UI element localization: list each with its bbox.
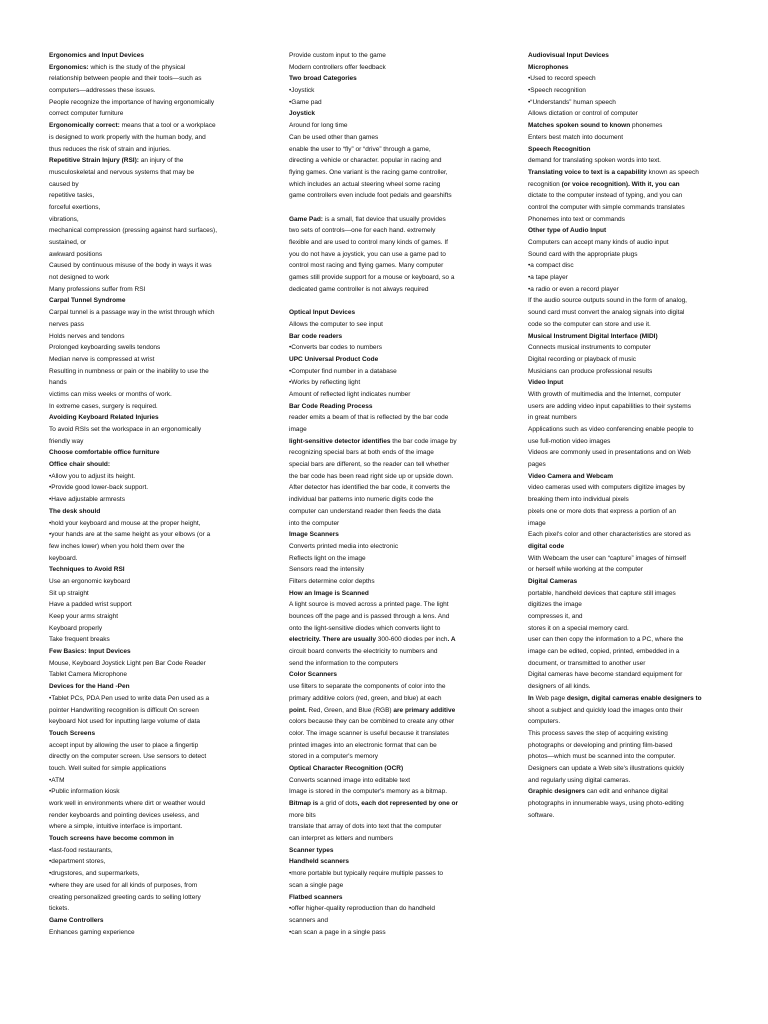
- line-text: which is the study of the physical: [88, 63, 186, 71]
- text-line: sound card must convert the analog signals into digital: [528, 309, 685, 317]
- text-line: photos—which must be scanned into the computer.: [528, 753, 676, 761]
- bold-term: Matches spoken sound to known: [528, 122, 633, 130]
- line-text: 300-600 diodes per inch: [377, 636, 448, 644]
- section-heading: Touch Screens: [49, 729, 96, 737]
- text-line: •Game pad: [289, 98, 322, 106]
- text-line: [289, 436, 511, 448]
- text-line: [289, 214, 511, 226]
- text-line: •offer higher-quality reproduction than do handheld: [289, 905, 435, 913]
- line-text: means that a tool or a workplace: [119, 122, 216, 130]
- text-line: Resulting in numbness or pain or the inability to use the: [49, 367, 209, 375]
- text-line: In extreme cases, surgery is required.: [49, 402, 158, 410]
- line-text: can edit and enhance digital: [585, 788, 668, 796]
- text-line: sustained, or: [49, 239, 87, 246]
- paragraph-gap: [289, 295, 511, 307]
- section-heading: Handheld scanners: [289, 858, 349, 866]
- text-line: •fast-food restaurants,: [49, 846, 113, 854]
- line-text: an injury of the: [138, 157, 184, 165]
- text-line: •more portable but typically require multiple passes to: [289, 870, 444, 878]
- text-line: Prolonged keyboarding swells tendons: [49, 344, 161, 352]
- text-line: Sit up straight: [49, 589, 89, 597]
- text-line: more bits: [289, 811, 316, 819]
- text-line: •Works by reflecting light: [289, 379, 361, 387]
- section-heading: Digital Cameras: [528, 577, 578, 585]
- text-line: friendly way: [49, 437, 84, 445]
- bold-term: In: [528, 694, 536, 702]
- text-line: repetitive tasks,: [49, 192, 95, 200]
- text-line: designers of all kinds.: [528, 683, 591, 691]
- text-line: Keyboard properly: [49, 624, 103, 632]
- text-line: stored in a computer's memory: [289, 753, 379, 761]
- section-heading: Speech Recognition: [528, 145, 591, 153]
- text-line: tickets.: [49, 905, 70, 913]
- section-heading: Bar Code Reading Process: [289, 402, 373, 410]
- text-line: [49, 155, 271, 167]
- text-line: Median nerve is compressed at wrist: [49, 355, 155, 363]
- text-line: shoot a subject and quickly load the images onto their: [528, 706, 683, 714]
- text-line: game controllers even include foot pedals and gearshifts: [289, 192, 452, 200]
- text-line: vibrations,: [49, 215, 79, 223]
- text-line: Amount of reflected light indicates number: [289, 390, 411, 398]
- text-line: To avoid RSIs set the workspace in an ergonomically: [49, 426, 202, 433]
- text-line: Carpal tunnel is a passage way in the wrist through which: [49, 309, 215, 317]
- section-heading: How an Image is Scanned: [289, 589, 369, 597]
- text-line: victims can miss weeks or months of work.: [49, 390, 172, 398]
- text-line: control most racing and flying games. Many computer: [289, 262, 444, 270]
- text-line: Converts scanned image into editable text: [289, 776, 411, 784]
- text-line: •Used to record speech: [528, 75, 596, 83]
- text-line: This process saves the step of acquiring existing: [528, 729, 668, 737]
- text-line: Image is stored in the computer's memory as a bitmap.: [289, 788, 448, 796]
- bold-term: Game Pad:: [289, 215, 323, 223]
- text-line: Use an ergonomic keyboard: [49, 577, 131, 585]
- text-line: [49, 120, 271, 132]
- text-line: Applications such as video conferencing enable people to: [528, 426, 694, 433]
- text-line: Each pixel's color and other characteristics are stored as: [528, 531, 691, 539]
- line-text: is a small, flat device that usually provides: [322, 215, 446, 223]
- text-line: image: [289, 426, 307, 433]
- text-line: thus reduces the risk of strain and injuries.: [49, 145, 171, 153]
- text-line: [528, 786, 750, 798]
- text-line: keyboard.: [49, 554, 78, 562]
- text-line: •drugstores, and supermarkets,: [49, 870, 140, 878]
- line-text: the bar code image by: [390, 437, 457, 445]
- line-text: a grid of dots: [320, 800, 358, 807]
- text-line: the bar code has been read right side up or upside down.: [289, 472, 454, 480]
- text-line: nerves pass: [49, 320, 85, 328]
- bold-term: Translating voice to text is a capability: [528, 168, 649, 176]
- text-line: If the audio source outputs sound in the form of analog,: [528, 297, 687, 305]
- line-text: phonemes: [632, 122, 663, 130]
- text-line: mechanical compression (pressing against hard surfaces),: [49, 227, 217, 235]
- text-line: work well in environments where dirt or weather would: [49, 800, 206, 807]
- text-line: scan a single page: [289, 881, 344, 889]
- text-line: Enhances gaming experience: [49, 928, 135, 936]
- bold-term: Graphic designers: [528, 788, 586, 796]
- text-line: •Computer find number in a database: [289, 367, 397, 375]
- text-line: onto the light-sensitive diodes which converts light to: [289, 624, 441, 632]
- column-left: [49, 50, 271, 938]
- text-line: After detector has identified the bar code, it converts the: [289, 484, 451, 492]
- text-line: People recognize the importance of having ergonomically: [49, 98, 215, 106]
- text-line: Provide custom input to the game: [289, 52, 386, 59]
- text-line: demand for translating spoken words into text.: [528, 157, 661, 165]
- section-heading: Two broad Categories: [289, 75, 357, 83]
- line-text: recognition: [528, 180, 560, 188]
- text-line: •Public information kiosk: [49, 788, 120, 796]
- section-heading: Other type of Audio Input: [528, 227, 607, 235]
- text-line: Have a padded wrist support: [49, 601, 132, 609]
- bold-term: light-sensitive detector identifies: [289, 437, 391, 445]
- column-right: [528, 50, 750, 821]
- text-line: keyboard Not used for inputting large volume of data: [49, 718, 201, 726]
- text-line: individual bar patterns into numeric digits code the: [289, 496, 434, 504]
- text-line: •a compact disc: [528, 262, 574, 270]
- text-line: or herself while working at the computer: [528, 566, 643, 574]
- bold-term: point.: [289, 706, 309, 714]
- text-line: directly on the computer screen. Use sensors to detect: [49, 753, 207, 761]
- text-line: video cameras used with computers digitize images by: [528, 484, 686, 492]
- section-heading: Video Input: [528, 379, 564, 387]
- section-heading: Avoiding Keyboard Related Injuries: [49, 414, 159, 422]
- text-line: image can be edited, copied, printed, embedded in a: [528, 648, 680, 656]
- text-line: A light source is moved across a printed page. The light: [289, 601, 449, 609]
- text-line: With Webcam the user can “capture” images of himself: [528, 554, 687, 562]
- text-line: bounces off the page and is passed through a lens. And: [289, 613, 450, 620]
- text-line: forceful exertions,: [49, 203, 101, 211]
- text-line: •Provide good lower-back support.: [49, 484, 149, 492]
- text-line: creating personalized greeting cards to selling lottery: [49, 893, 201, 901]
- text-line: [289, 634, 511, 646]
- text-line: not designed to work: [49, 274, 109, 282]
- section-heading: UPC Universal Product Code: [289, 355, 379, 363]
- section-heading: Optical Character Recognition (OCR): [289, 764, 404, 772]
- text-line: document, or transmitted to another user: [528, 659, 646, 667]
- text-line: Computers can accept many kinds of audio input: [528, 239, 669, 246]
- text-line: awkward positions: [49, 250, 103, 258]
- text-line: •Joystick: [289, 87, 315, 95]
- text-line: [528, 120, 750, 132]
- section-heading: Image Scanners: [289, 531, 339, 539]
- text-line: flying games. One variant is the racing game controller,: [289, 168, 448, 176]
- text-line: Reflects light on the image: [289, 554, 366, 562]
- text-line: •your hands are at the same height as your elbows (or a: [49, 531, 211, 539]
- text-line: •ATM: [49, 776, 65, 784]
- section-heading: Few Basics: Input Devices: [49, 648, 131, 656]
- text-line: Take frequent breaks: [49, 636, 110, 644]
- section-heading: Game Controllers: [49, 916, 104, 924]
- bold-term: design, digital cameras enable designers to: [565, 694, 702, 702]
- text-line: color. The image scanner is useful because it translates: [289, 729, 449, 737]
- section-heading: Scanner types: [289, 846, 334, 854]
- bold-term: . A: [447, 636, 456, 644]
- text-line: pages: [528, 461, 546, 469]
- text-line: computers.: [528, 718, 561, 726]
- text-line: enable the user to “fly” or “drive” through a game,: [289, 145, 431, 153]
- text-line: •department stores,: [49, 858, 106, 866]
- text-line: use filters to separate the components of color into the: [289, 683, 446, 691]
- text-line: digitizes the image: [528, 601, 582, 609]
- text-line: Keep your arms straight: [49, 613, 119, 620]
- bold-term: Bitmap is: [289, 800, 321, 807]
- text-line: Phonemes into text or commands: [528, 215, 625, 223]
- text-line: special bars are different, so the reader can tell whether: [289, 461, 450, 469]
- text-line: computer can understand reader then feeds the data: [289, 507, 441, 515]
- text-line: Sound card with the appropriate plugs: [528, 250, 638, 258]
- text-line: •Speech recognition: [528, 87, 586, 95]
- text-line: [528, 167, 750, 179]
- text-line: pointer Handwriting recognition is difficult On screen: [49, 706, 199, 714]
- text-line: directing a vehicle or character. popular in racing and: [289, 157, 442, 165]
- text-line: user can then copy the information to a PC, where the: [528, 636, 684, 644]
- text-line: colors because they can be combined to create any other: [289, 718, 455, 726]
- text-line: two sets of controls—one for each hand. extremely: [289, 227, 436, 235]
- text-line: software.: [528, 811, 555, 819]
- section-heading: Bar code readers: [289, 332, 343, 340]
- text-line: relationship between people and their tools—such as: [49, 75, 202, 83]
- text-line: image: [528, 519, 546, 527]
- text-line: pixels one or more dots that express a portion of an: [528, 507, 677, 515]
- section-heading: Video Camera and Webcam: [528, 472, 614, 480]
- text-line: dedicated game controller is not always required: [289, 285, 429, 293]
- bold-term: Ergonomically correct:: [49, 122, 120, 130]
- paragraph-gap: [289, 202, 511, 214]
- text-line: •where they are used for all kinds of purposes, from: [49, 881, 198, 889]
- text-line: caused by: [49, 180, 79, 188]
- text-line: Around for long time: [289, 122, 348, 130]
- line-text: known as speech: [648, 168, 699, 176]
- text-line: [289, 705, 511, 717]
- text-line: primary additive colors (red, green, and blue) at each: [289, 694, 442, 702]
- text-line: use full-motion video images: [528, 437, 611, 445]
- text-line: Caused by continuous misuse of the body in ways it was: [49, 262, 212, 270]
- text-line: •a radio or even a record player: [528, 285, 619, 293]
- text-line: Many professions suffer from RSI: [49, 285, 146, 293]
- bold-term: Repetitive Strain Injury (RSI):: [49, 157, 139, 165]
- text-line: [528, 693, 750, 705]
- bold-term: are primary additive: [391, 706, 456, 714]
- text-line: is designed to work properly with the human body, and: [49, 133, 206, 141]
- text-line: scanners and: [289, 916, 329, 924]
- text-line: Tablet Camera Microphone: [49, 671, 128, 679]
- bold-term: , each dot represented by one or: [357, 800, 459, 807]
- text-line: translate that array of dots into text that the computer: [289, 823, 442, 831]
- text-line: where a simple, intuitive interface is important.: [49, 823, 183, 831]
- text-line: circuit board converts the electricity to numbers and: [289, 648, 438, 656]
- text-line: photographs or developing and printing film-based: [528, 741, 673, 749]
- section-heading: Carpal Tunnel Syndrome: [49, 297, 126, 305]
- bold-term: Ergonomics:: [49, 63, 89, 71]
- section-heading: Techniques to Avoid RSI: [49, 566, 125, 574]
- text-line: Can be used other than games: [289, 133, 379, 141]
- text-line: computers—addresses these issues.: [49, 87, 156, 95]
- text-line: •a tape player: [528, 274, 568, 282]
- text-line: few inches lower) when you hold them over the: [49, 542, 185, 550]
- text-line: Modern controllers offer feedback: [289, 63, 386, 71]
- text-line: [49, 62, 271, 74]
- text-line: •can scan a page in a single pass: [289, 928, 386, 936]
- text-line: correct computer furniture: [49, 110, 124, 118]
- text-line: Allows the computer to see input: [289, 320, 383, 328]
- section-heading: Ergonomics and Input Devices: [49, 52, 144, 59]
- section-heading: Microphones: [528, 63, 569, 71]
- text-line: •Converts bar codes to numbers: [289, 344, 382, 352]
- section-heading: Devices for the Hand -Pen: [49, 683, 130, 691]
- text-line: •“Understands” human speech: [528, 98, 616, 106]
- text-line: Mouse, Keyboard Joystick Light pen Bar Code Reader: [49, 659, 206, 667]
- text-line: reader emits a beam of that is reflected by the bar code: [289, 414, 449, 422]
- text-line: •Tablet PCs, PDA Pen used to write data Pen used as a: [49, 694, 210, 702]
- section-heading: Audiovisual Input Devices: [528, 52, 609, 59]
- text-line: [289, 798, 511, 810]
- section-heading: Touch screens have become common in: [49, 835, 174, 843]
- section-heading: Office chair should:: [49, 461, 111, 469]
- text-line: •Have adjustable armrests: [49, 496, 125, 504]
- text-line: hands: [49, 379, 67, 387]
- section-heading: Optical Input Devices: [289, 309, 356, 317]
- text-line: compresses it, and: [528, 613, 583, 620]
- section-heading: The desk should: [49, 507, 101, 515]
- text-line: send the information to the computers: [289, 659, 399, 667]
- text-line: photographs in innumerable ways, using photo-editing: [528, 800, 684, 807]
- bold-term: (or voice recognition). With it, you can: [559, 180, 680, 188]
- text-line: Designers can update a Web site's illustrations quickly: [528, 764, 685, 772]
- text-line: flexible and are used to control many kinds of games. If: [289, 239, 448, 246]
- text-line: games still provide support for a mouse or keyboard, so a: [289, 274, 455, 282]
- section-heading: digital code: [528, 542, 565, 550]
- text-line: which includes an actual steering wheel some racing: [289, 180, 441, 188]
- text-line: Enters best match into document: [528, 133, 624, 141]
- section-heading: Flatbed scanners: [289, 893, 343, 901]
- text-line: render keyboards and pointing devices useless, and: [49, 811, 199, 819]
- section-heading: Musical Instrument Digital Interface (MIDI): [528, 332, 658, 340]
- text-line: and regularly using digital cameras.: [528, 776, 631, 784]
- text-line: •hold your keyboard and mouse at the proper height,: [49, 519, 201, 527]
- text-line: control the computer with simple commands translates: [528, 203, 685, 211]
- section-heading: Color Scanners: [289, 671, 338, 679]
- text-line: into the computer: [289, 519, 340, 527]
- text-line: in great numbers: [528, 414, 577, 422]
- text-line: touch. Well suited for simple applications: [49, 764, 167, 772]
- text-line: Videos are commonly used in presentations and on Web: [528, 449, 691, 457]
- text-line: recognizing special bars at both ends of the image: [289, 449, 434, 457]
- text-line: Musicians can produce professional results: [528, 367, 653, 375]
- text-line: Allows dictation or control of computer: [528, 110, 638, 118]
- section-heading: Choose comfortable office furniture: [49, 449, 160, 457]
- section-heading: Joystick: [289, 110, 316, 118]
- text-line: Sensors read the intensity: [289, 566, 365, 574]
- text-line: stores it on a special memory card.: [528, 624, 629, 632]
- text-line: Holds nerves and tendons: [49, 332, 125, 340]
- text-line: Filters determine color depths: [289, 577, 375, 585]
- text-line: [528, 179, 750, 191]
- text-line: users are adding video input capabilities to their systems: [528, 402, 691, 410]
- text-line: Digital cameras have become standard equipment for: [528, 671, 683, 679]
- text-line: you do not have a joystick, you can use a game pad to: [289, 250, 446, 258]
- text-line: can interpret as letters and numbers: [289, 835, 394, 843]
- column-middle: [289, 50, 511, 938]
- text-line: portable, handheld devices that capture still images: [528, 589, 676, 597]
- text-line: breaking them into individual pixels: [528, 496, 629, 504]
- text-line: dictate to the computer instead of typing, and you can: [528, 192, 683, 200]
- text-line: •Allow you to adjust its height.: [49, 472, 136, 480]
- text-line: Digital recording or playback of music: [528, 355, 637, 363]
- text-line: printed images into an electronic format that can be: [289, 741, 437, 749]
- text-line: musculoskeletal and nervous systems that may be: [49, 168, 195, 176]
- line-text: Red, Green, and Blue (RGB): [308, 706, 392, 714]
- text-line: Converts printed media into electronic: [289, 542, 399, 550]
- bold-term: electricity. There are usually: [289, 636, 378, 644]
- text-line: Connects musical instruments to computer: [528, 344, 651, 352]
- text-line: accept input by allowing the user to place a fingertip: [49, 741, 199, 749]
- line-text: Web page: [535, 694, 566, 702]
- text-line: With growth of multimedia and the Internet, computer: [528, 390, 681, 398]
- text-line: code so the computer can store and use it.: [528, 320, 651, 328]
